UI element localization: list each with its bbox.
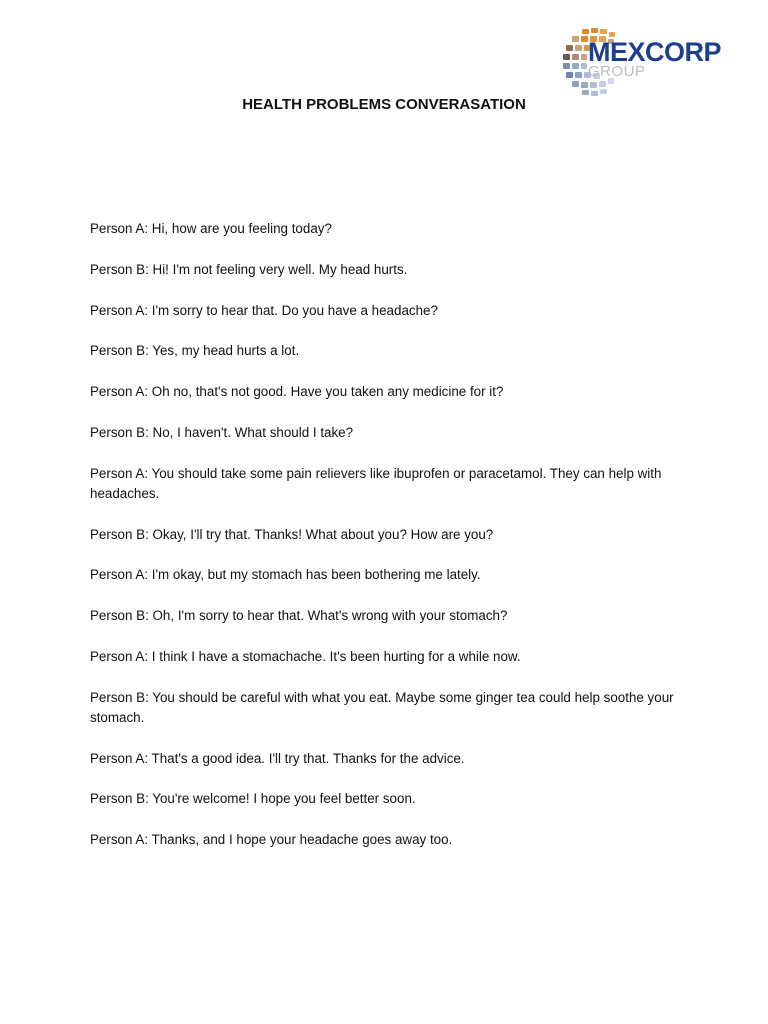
dialogue-line: Person A: Hi, how are you feeling today? <box>90 221 332 236</box>
dialogue-line: Person A: I'm okay, but my stomach has been bothering me lately. <box>90 567 481 583</box>
dialogue-line: Person B: You should be careful with what you eat. Maybe some ginger tea could help soothe your stomach. <box>90 689 674 725</box>
dialogue-line: Person A: Oh no, that's not good. Have you taken any medicine for it? <box>90 384 504 400</box>
dialogue-line: Person B: Yes, my head hurts a lot. <box>90 343 300 359</box>
dialogue-line: Person B: Oh, I'm sorry to hear that. What's wrong with your stomach? <box>90 608 508 624</box>
page-title: HEALTH PROBLEMS CONVERASATION <box>242 96 526 113</box>
dialogue-line: Person A: You should take some pain relievers like ibuprofen or paracetamol. They can help with headaches. <box>90 465 662 501</box>
conversation-body <box>90 219 690 871</box>
dialogue-line: Person B: Hi! I'm not feeling very well. My head hurts. <box>90 261 408 277</box>
dialogue-line: Person A: I'm sorry to hear that. Do you have a headache? <box>90 302 438 318</box>
company-logo <box>560 26 730 98</box>
dialogue-line: Person B: No, I haven't. What should I take? <box>90 424 354 440</box>
dialogue-line: Person A: I think I have a stomachache. It's been hurting for a while now. <box>90 648 521 664</box>
dialogue-line: Person A: That's a good idea. I'll try that. Thanks for the advice. <box>90 750 465 766</box>
dialogue-line: Person A: Thanks, and I hope your headache goes away too. <box>90 832 453 848</box>
logo-subtext: GROUP <box>588 63 646 80</box>
dialogue-line: Person B: Okay, I'll try that. Thanks! What about you? How are you? <box>90 526 494 542</box>
logo-wordmark: MEXCORP <box>588 37 722 67</box>
dialogue-line: Person B: You're welcome! I hope you feel better soon. <box>90 791 416 807</box>
